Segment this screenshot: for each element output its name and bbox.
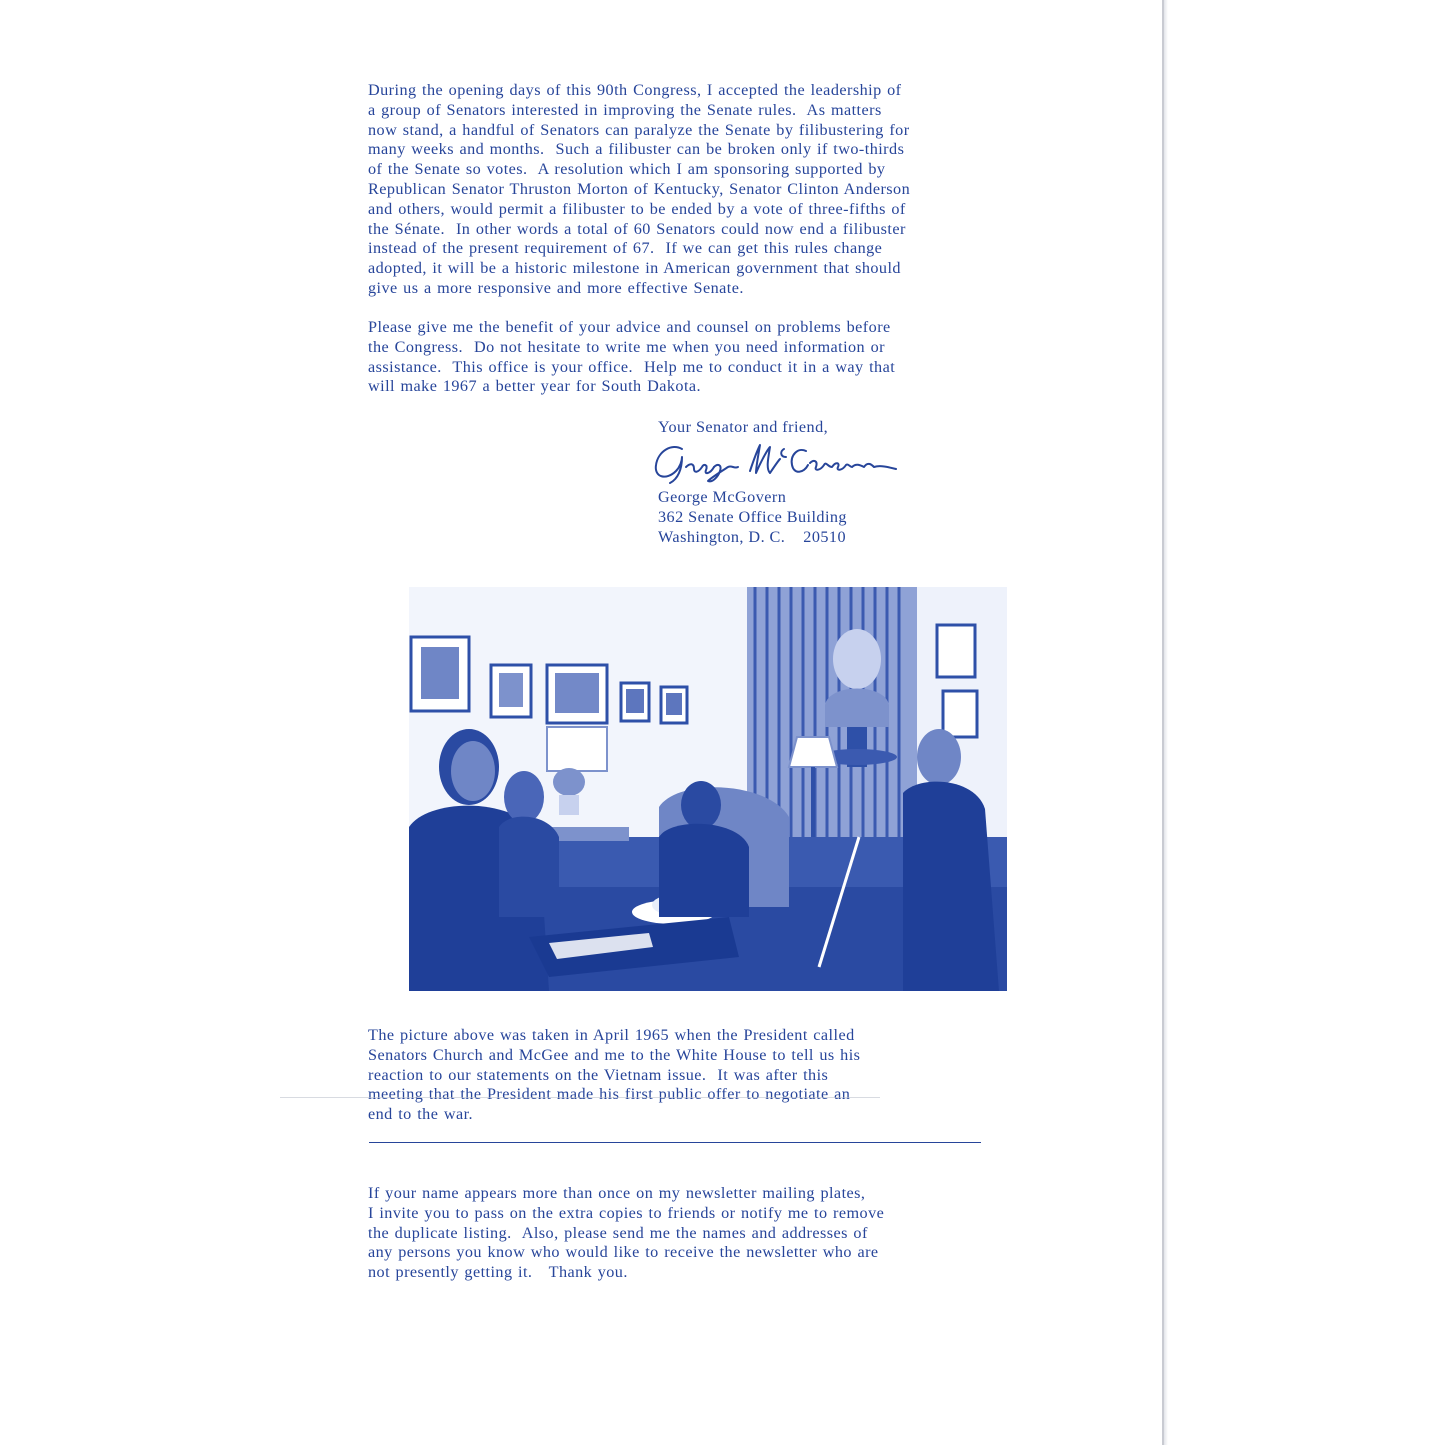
text-line: The picture above was taken in April 1965 when the President called (368, 1026, 855, 1044)
text-line: reaction to our statements on the Vietnam issue. It was after this (368, 1065, 829, 1084)
text-line: the duplicate listing. Also, please send me the names and addresses of (368, 1223, 868, 1242)
text-line: meeting that the President made his first public offer to negotiate an (368, 1085, 851, 1104)
photo-illustration (409, 587, 1007, 991)
paper-fold-line (280, 1097, 880, 1098)
text-line: the Sénate. In other words a total of 60 Senators could now end a filibuster (368, 219, 906, 238)
text-line: now stand, a handful of Senators can paralyze the Senate by filibustering for (368, 120, 910, 139)
mailing-list-note (368, 1184, 1058, 1283)
text-line: I invite you to pass on the extra copies to friends or notify me to remove (368, 1203, 885, 1222)
text-line: not presently getting it. Thank you. (368, 1263, 628, 1282)
text-line: Republican Senator Thruston Morton of Kentucky, Senator Clinton Anderson (368, 179, 911, 198)
text-line: During the opening days of this 90th Congress, I accepted the leadership of (368, 81, 902, 99)
text-line: If your name appears more than once on my newsletter mailing plates, (368, 1184, 866, 1202)
text-line: assistance. This office is your office. Help me to conduct it in a way that (368, 357, 896, 376)
closing-salutation: Your Senator and friend, (658, 418, 829, 436)
paragraph-senate-rules (368, 81, 1058, 299)
address-line: Washington, D. C. 20510 (658, 528, 847, 546)
photo-caption (368, 1026, 1058, 1125)
text-line: many weeks and months. Such a filibuster can be broken only if two-thirds (368, 140, 905, 159)
text-line: instead of the present requirement of 67. If we can get this rules change (368, 239, 883, 258)
text-line: give us a more responsive and more effective Senate. (368, 278, 744, 297)
signature-block (658, 417, 908, 547)
section-divider (369, 1142, 981, 1143)
text-line: a group of Senators interested in improving the Senate rules. As matters (368, 100, 882, 119)
page-edge-shadow (1164, 0, 1168, 1445)
signature-graphic (652, 437, 902, 487)
text-line: and others, would permit a filibuster to be ended by a vote of three-fifths of (368, 199, 906, 218)
text-line: any persons you know who would like to receive the newsletter who are (368, 1243, 879, 1262)
text-line: end to the war. (368, 1105, 474, 1124)
paragraph-advice-request (368, 318, 1058, 397)
text-line: will make 1967 a better year for South Dakota. (368, 377, 702, 396)
sender-name: George McGovern (658, 488, 787, 506)
text-line: Please give me the benefit of your advice and counsel on problems before (368, 318, 891, 336)
white-house-meeting-photo (409, 587, 1007, 991)
text-line: of the Senate so votes. A resolution which I am sponsoring supported by (368, 160, 886, 179)
text-line: Senators Church and McGee and me to the White House to tell us his (368, 1045, 861, 1064)
text-line: adopted, it will be a historic milestone in American government that should (368, 259, 901, 278)
text-line: the Congress. Do not hesitate to write me when you need information or (368, 337, 885, 356)
handwritten-signature (658, 437, 908, 487)
address-line: 362 Senate Office Building (658, 508, 847, 526)
